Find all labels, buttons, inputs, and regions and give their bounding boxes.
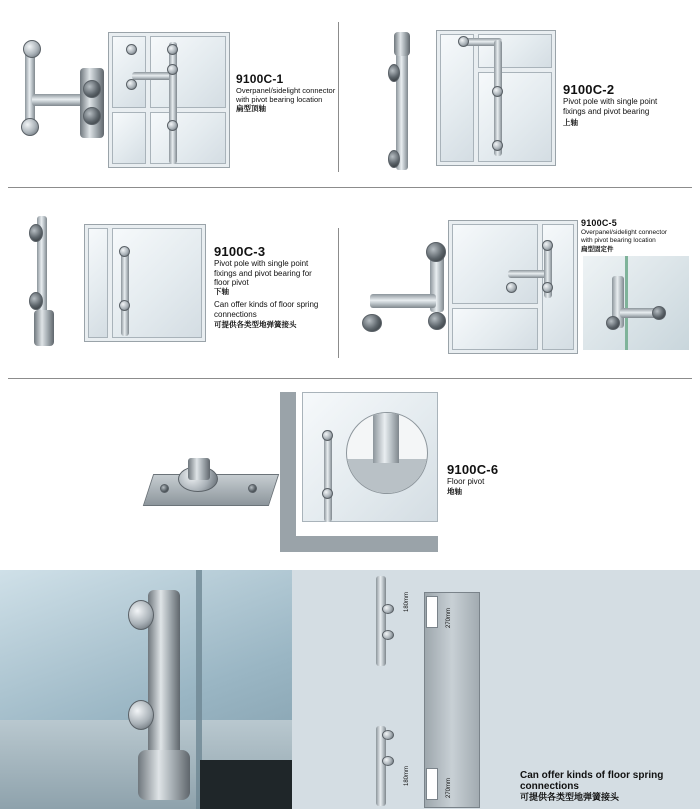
- divider-row-2: [8, 378, 692, 379]
- product-9100c-3-extra: Can offer kinds of floor spring connections: [214, 300, 319, 319]
- bottom-caption: Can offer kinds of floor spring connections: [520, 770, 664, 792]
- product-9100c-5-code: 9100C-5: [581, 218, 617, 228]
- dim-top-right: 270mm: [446, 607, 452, 628]
- product-9100c-3-code: 9100C-3: [214, 244, 266, 259]
- dim-top-left: 180mm: [404, 591, 410, 612]
- product-9100c-2-desc: Pivot pole with single point fixings and pivot bearing: [563, 97, 658, 116]
- product-9100c-5-cn: 扁型固定件: [581, 246, 614, 253]
- product-9100c-1-cn: 扁型顶轴: [236, 104, 266, 113]
- product-9100c-6-desc: Floor pivot: [447, 477, 485, 486]
- bottom-caption-cn: 可提供各类型地弹簧接头: [520, 792, 620, 802]
- dim-bottom-right: 270mm: [446, 777, 452, 798]
- divider-col-1: [338, 22, 339, 172]
- product-9100c-3-cn: 下轴: [214, 287, 229, 296]
- product-9100c-6-code: 9100C-6: [447, 462, 499, 477]
- product-9100c-5-desc: Overpanel/sidelight connector with pivot bearing location: [581, 229, 667, 244]
- product-9100c-3-desc: Pivot pole with single point fixings and pivot bearing for floor pivot: [214, 259, 312, 287]
- product-9100c-1-desc: Overpanel/sidelight connector with pivot bearing location: [236, 86, 336, 104]
- product-9100c-1-code: 9100C-1: [236, 72, 284, 86]
- divider-row-1: [8, 187, 692, 188]
- product-9100c-3-extra-cn: 可提供各类型地弹簧接头: [214, 320, 297, 329]
- product-9100c-6-cn: 地轴: [447, 487, 462, 496]
- divider-col-2: [338, 228, 339, 358]
- dim-bottom-left: 180mm: [404, 765, 410, 786]
- product-9100c-2-cn: 上轴: [563, 118, 578, 127]
- product-9100c-2-code: 9100C-2: [563, 82, 615, 97]
